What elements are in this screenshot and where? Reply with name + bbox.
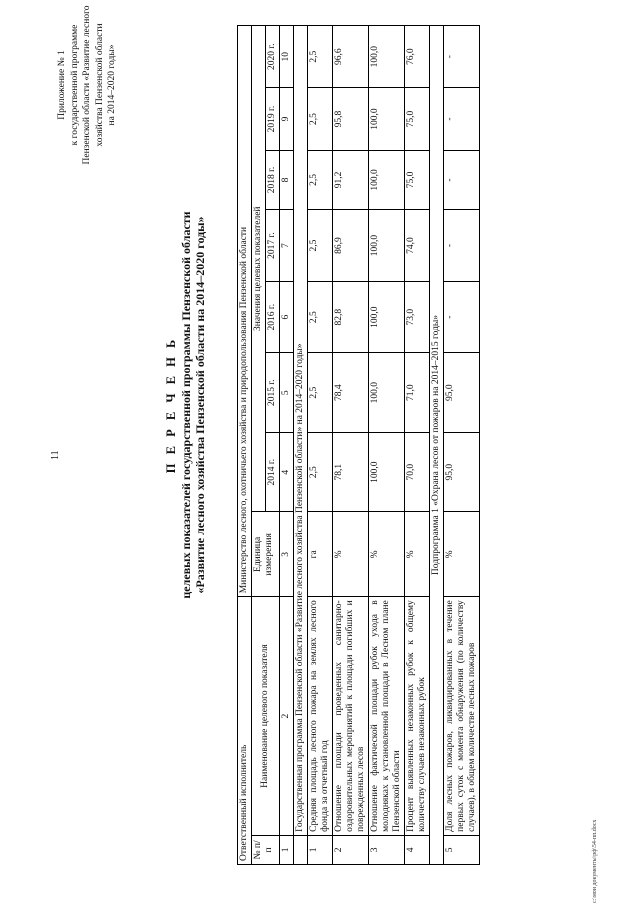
col-num-header: № п/п [252, 835, 280, 864]
indicator-value: 70,0 [405, 432, 430, 512]
appendix-line-3: Пензенской области «Развитие лесного [82, 5, 92, 165]
indicator-value: 100,0 [369, 26, 405, 88]
indicator-value: 75,0 [405, 88, 430, 150]
document-title [164, 105, 207, 705]
indicator-value: 2,5 [308, 281, 333, 353]
page-number: 11 [50, 450, 61, 460]
column-number: 4 [280, 432, 294, 512]
indicator-value: 100,0 [369, 210, 405, 282]
table-row [444, 26, 480, 865]
indicator-value: 96,6 [333, 26, 369, 88]
indicator-value: 78,1 [333, 432, 369, 512]
indicator-value: 95,8 [333, 88, 369, 150]
indicator-value: - [444, 88, 480, 150]
indicator-value: - [444, 26, 480, 88]
appendix-line-4: хозяйства Пензенской области [94, 23, 105, 147]
subprogram-row [430, 26, 444, 865]
column-number: 5 [280, 353, 294, 433]
table-row [369, 26, 405, 865]
table-row [333, 26, 369, 865]
indicator-value: 100,0 [369, 353, 405, 433]
indicator-value: 2,5 [308, 88, 333, 150]
indicator-value: 100,0 [369, 150, 405, 210]
row-number: 3 [369, 835, 405, 864]
indicator-unit: га [308, 512, 333, 597]
indicator-value: - [444, 210, 480, 282]
column-number: 1 [280, 835, 294, 864]
year-header: 2018 г. [266, 150, 280, 210]
indicator-value: - [444, 281, 480, 353]
column-number: 9 [280, 88, 294, 150]
column-number: 7 [280, 210, 294, 282]
indicator-name: Доля лесных пожаров, ликвидированных в течение первых суток с момента обнаружения (по количеству случаев), в общем количестве лесных пожаров [444, 597, 480, 836]
indicator-name: Процент выявленных незаконных рубок к общему количеству случаев незаконных рубок [405, 597, 430, 836]
indicator-value: 100,0 [369, 88, 405, 150]
executor-label: Ответственный исполнитель [238, 597, 252, 865]
col-unit-header: Единица измерения [252, 512, 280, 597]
subprogram-title: Подпрограмма 1 «Охрана лесов от пожаров на 2014–2015 годы» [430, 26, 444, 865]
indicator-unit: % [369, 512, 405, 597]
indicator-value: 82,8 [333, 281, 369, 353]
indicator-value: 76,0 [405, 26, 430, 88]
indicator-value: 2,5 [308, 353, 333, 433]
file-path-footer: c:\мои документы\рф\54-пп.docx [592, 819, 598, 903]
indicator-value: 2,5 [308, 150, 333, 210]
column-number: 10 [280, 26, 294, 88]
table-row [405, 26, 430, 865]
column-number: 2 [280, 597, 294, 836]
title-line-2: целевых показателей государственной программы Пензенской области [179, 211, 193, 599]
year-header: 2017 г. [266, 210, 280, 282]
indicator-value: 95,0 [444, 353, 480, 433]
column-numbers-row [280, 26, 294, 865]
indicator-value: 2,5 [308, 210, 333, 282]
year-header: 2016 г. [266, 281, 280, 353]
indicator-name: Отношение фактической площади рубок ухода в молодняках к установленной площади в Лесном плане Пензенской области [369, 597, 405, 836]
indicator-value: 71,0 [405, 353, 430, 433]
indicator-value: 2,5 [308, 432, 333, 512]
table-row [308, 26, 333, 865]
appendix-line-5: на 2014–2020 годы» [107, 44, 117, 126]
values-header: Значения целевых показателей [252, 26, 266, 512]
appendix-line-1: Приложение № 1 [57, 50, 67, 120]
year-header: 2014 г. [266, 432, 280, 512]
executor-value: Министерство лесного, охотничьего хозяйства и природопользования Пензенской области [238, 26, 252, 597]
indicator-unit: % [405, 512, 430, 597]
indicator-unit: % [333, 512, 369, 597]
year-header: 2015 г. [266, 353, 280, 433]
header-row-1 [252, 26, 266, 865]
indicator-value: 73,0 [405, 281, 430, 353]
indicator-value: 75,0 [405, 150, 430, 210]
indicator-name: Средняя площадь лесного пожара на землях лесного фонда за отчетный год [308, 597, 333, 836]
indicator-name: Отношение площади проведенных санитарно-оздоровительных мероприятий к площади погибших и поврежденных лесов [333, 597, 369, 836]
indicator-value: 2,5 [308, 26, 333, 88]
appendix-note [56, 0, 119, 175]
row-number: 4 [405, 835, 430, 864]
col-name-header: Наименование целевого показателя [252, 597, 280, 836]
row-number: 5 [444, 835, 480, 864]
title-line-1: П Е Р Е Ч Е Н Ь [164, 336, 178, 474]
program-title: Государственная программа Пензенской области «Развитие лесного хозяйства Пензенской области» на 2014–2020 годы» [294, 26, 308, 836]
indicator-value: 95,0 [444, 432, 480, 512]
indicators-table [237, 25, 480, 865]
program-row [294, 26, 308, 865]
indicator-value: 74,0 [405, 210, 430, 282]
year-header: 2020 г. [266, 26, 280, 88]
executor-row [238, 26, 252, 865]
appendix-line-2: к государственной программе [69, 24, 80, 146]
column-number: 8 [280, 150, 294, 210]
row-number: 1 [308, 835, 333, 864]
indicator-value: 100,0 [369, 432, 405, 512]
year-header: 2019 г. [266, 88, 280, 150]
indicator-value: 91,2 [333, 150, 369, 210]
row-number: 2 [333, 835, 369, 864]
indicator-value: 86,9 [333, 210, 369, 282]
column-number: 3 [280, 512, 294, 597]
program-row-num-cell [294, 835, 308, 864]
indicator-value: 78,4 [333, 353, 369, 433]
column-number: 6 [280, 281, 294, 353]
title-line-3: «Развитие лесного хозяйства Пензенской области на 2014–2020 годы» [193, 216, 207, 594]
indicator-unit: % [444, 512, 480, 597]
indicator-value: 100,0 [369, 281, 405, 353]
indicator-value: - [444, 150, 480, 210]
